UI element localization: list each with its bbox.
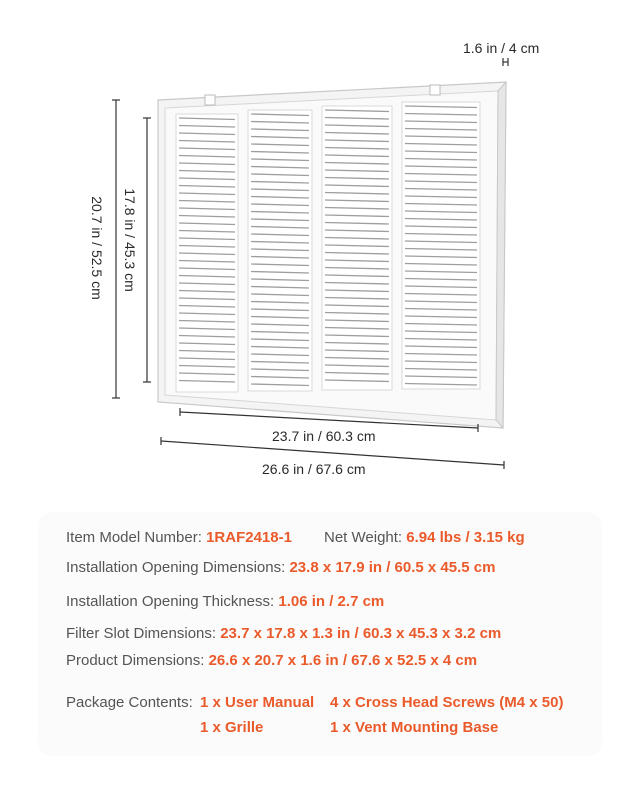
package-item-grille: 1 x Grille [200, 719, 264, 736]
mount-tab-left [205, 95, 215, 105]
opening-thick-value: 1.06 in / 2.7 cm [278, 593, 385, 610]
model-value: 1RAF2418-1 [206, 529, 292, 546]
weight-row [324, 529, 525, 546]
grille-edge [496, 82, 506, 428]
product-dim-label: Product Dimensions: [66, 652, 205, 669]
louvers [176, 102, 480, 392]
opening-dim-row [66, 559, 495, 576]
product-dim-row [66, 652, 477, 669]
outer-height-label: 20.7 in / 52.5 cm [88, 196, 105, 300]
inner-width-label: 23.7 in / 60.3 cm [272, 428, 376, 444]
filter-slot-label: Filter Slot Dimensions: [66, 625, 217, 642]
inner-height-label: 17.8 in / 45.3 cm [121, 188, 138, 292]
weight-value: 6.94 lbs / 3.15 kg [406, 529, 525, 546]
product-dim-value: 26.6 x 20.7 x 1.6 in / 67.6 x 52.5 x 4 cm [208, 652, 478, 669]
package-item-mounting-base: 1 x Vent Mounting Base [330, 719, 499, 736]
opening-dim-value: 23.8 x 17.9 in / 60.5 x 45.5 cm [289, 559, 496, 576]
model-row [66, 529, 292, 546]
package-row [66, 694, 193, 711]
opening-dim-label: Installation Opening Dimensions: [66, 559, 286, 576]
model-label: Item Model Number: [66, 529, 202, 546]
filter-slot-row [66, 625, 501, 642]
specs-card [38, 512, 602, 756]
package-label: Package Contents: [66, 694, 193, 711]
package-item-screws: 4 x Cross Head Screws (M4 x 50) [330, 694, 564, 711]
opening-thick-label: Installation Opening Thickness: [66, 593, 275, 610]
weight-label: Net Weight: [324, 529, 403, 546]
package-item-manual: 1 x User Manual [200, 694, 315, 711]
filter-slot-value: 23.7 x 17.8 x 1.3 in / 60.3 x 45.3 x 3.2 cm [220, 625, 502, 642]
mount-tab-right [430, 85, 440, 95]
outer-width-label: 26.6 in / 67.6 cm [262, 461, 366, 477]
depth-label: 1.6 in / 4 cm [463, 40, 540, 56]
opening-thick-row [66, 593, 384, 610]
